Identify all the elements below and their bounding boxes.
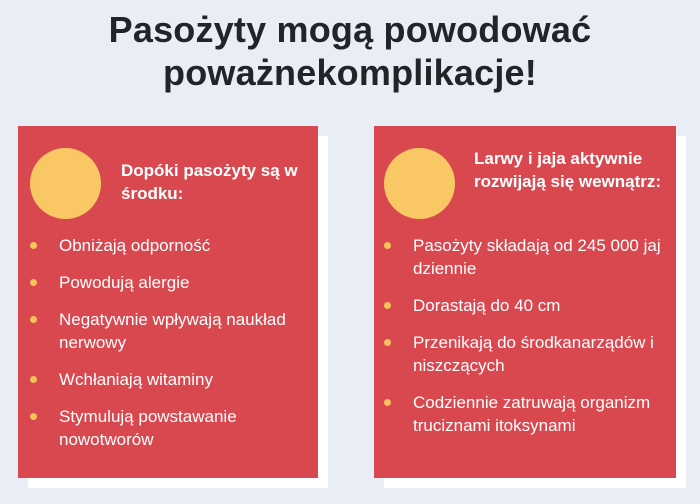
list-item-text: Pasożyty składają od 245 000 jaj dziennie bbox=[413, 236, 661, 278]
list-item bbox=[30, 271, 315, 294]
list-item bbox=[30, 234, 315, 257]
page-title-line-2: poważnekomplikacje! bbox=[163, 52, 537, 93]
card-panel bbox=[18, 126, 318, 478]
list-item-text: Wchłaniają witaminy bbox=[59, 370, 213, 389]
bullet-icon bbox=[30, 316, 37, 323]
circle-icon bbox=[384, 148, 455, 219]
page-title bbox=[0, 8, 700, 94]
list-item-text: Obniżają odporność bbox=[59, 236, 211, 255]
circle-icon bbox=[30, 148, 101, 219]
list-item bbox=[30, 405, 315, 451]
bullet-icon bbox=[384, 242, 391, 249]
card-list bbox=[384, 234, 674, 437]
list-item bbox=[30, 368, 315, 391]
list-item-text: Powodują alergie bbox=[59, 273, 190, 292]
list-item bbox=[384, 391, 674, 437]
page-title-line-1: Pasożyty mogą powodować bbox=[108, 9, 592, 50]
card-list bbox=[30, 234, 315, 451]
list-item-text: Codziennie zatruwają organizm truciznami itoksynami bbox=[413, 393, 651, 435]
bullet-icon bbox=[30, 376, 37, 383]
list-item-text: Negatywnie wpływają naukład nerwowy bbox=[59, 310, 286, 352]
list-item bbox=[384, 294, 674, 317]
bullet-icon bbox=[30, 279, 37, 286]
card-title: Larwy i jaja aktywnie rozwijają się wewnątrz: bbox=[474, 149, 662, 191]
bullet-icon bbox=[384, 339, 391, 346]
bullet-icon bbox=[30, 242, 37, 249]
list-item bbox=[384, 331, 674, 377]
list-item-text: Dorastają do 40 cm bbox=[413, 296, 561, 315]
list-item bbox=[384, 234, 674, 280]
list-item bbox=[30, 308, 315, 354]
card-title: Dopóki pasożyty są w środku: bbox=[121, 161, 298, 203]
bullet-icon bbox=[384, 302, 391, 309]
list-item-text: Przenikają do środkanarządów i niszczących bbox=[413, 333, 654, 375]
bullet-icon bbox=[30, 413, 37, 420]
list-item-text: Stymulują powstawanie nowotworów bbox=[59, 407, 237, 449]
bullet-icon bbox=[384, 399, 391, 406]
card-panel bbox=[374, 126, 676, 478]
